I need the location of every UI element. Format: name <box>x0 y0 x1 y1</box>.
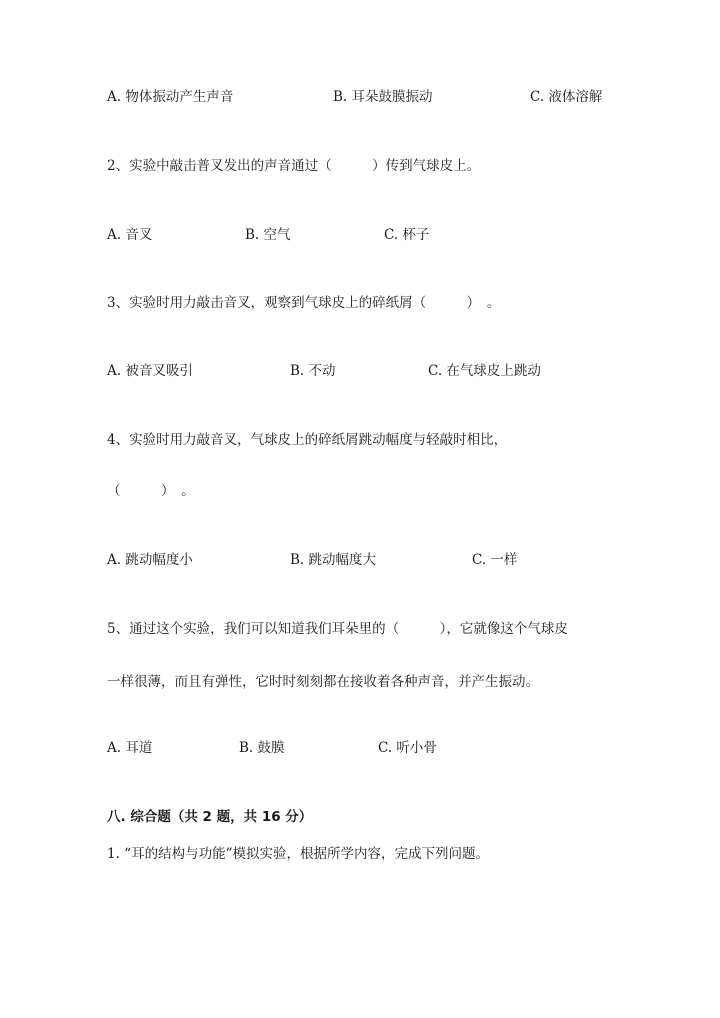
q1-option-b: B. 耳朵鼓膜振动 <box>333 89 433 105</box>
q4-option-a: A. 跳动幅度小 <box>107 552 193 568</box>
q3-option-a: A. 被音叉吸引 <box>107 363 193 379</box>
q3-text: 3、实验时用力敲击音叉，观察到气球皮上的碎纸屑（ ） 。 <box>107 295 501 311</box>
q2-option-b: B. 空气 <box>245 227 291 243</box>
q2-text: 2、实验中敲击普叉发出的声音通过（ ）传到气球皮上。 <box>107 158 481 174</box>
q1-option-c: C. 液体溶解 <box>530 89 603 105</box>
q5-option-c: C. 听小骨 <box>378 740 437 756</box>
q5-text-line2: 一样很薄，而且有弹性，它时时刻刻都在接收着各种声音，并产生振动。 <box>107 674 539 690</box>
q5-text-line1: 5、通过这个实验，我们可以知道我们耳朵里的（ ），它就像这个气球皮 <box>107 621 568 637</box>
q5-option-a: A. 耳道 <box>107 740 153 756</box>
q2-option-c: C. 杯子 <box>384 227 430 243</box>
section8-q1-text: 1. “耳的结构与功能”模拟实验，根据所学内容，完成下列问题。 <box>107 846 489 862</box>
q3-option-b: B. 不动 <box>290 363 336 379</box>
q4-text-line1: 4、实验时用力敲音叉，气球皮上的碎纸屑跳动幅度与轻敲时相比， <box>107 432 508 448</box>
q3-option-c: C. 在气球皮上跳动 <box>428 363 541 379</box>
section-heading: 八. 综合题（共 2 题，共 16 分） <box>107 809 313 825</box>
q5-option-b: B. 鼓膜 <box>239 740 285 756</box>
q4-text-line2: （ ） 。 <box>107 483 195 499</box>
q2-option-a: A. 音叉 <box>107 227 153 243</box>
q4-option-c: C. 一样 <box>472 552 518 568</box>
q1-option-a: A. 物体振动产生声音 <box>107 89 234 105</box>
q4-option-b: B. 跳动幅度大 <box>290 552 377 568</box>
